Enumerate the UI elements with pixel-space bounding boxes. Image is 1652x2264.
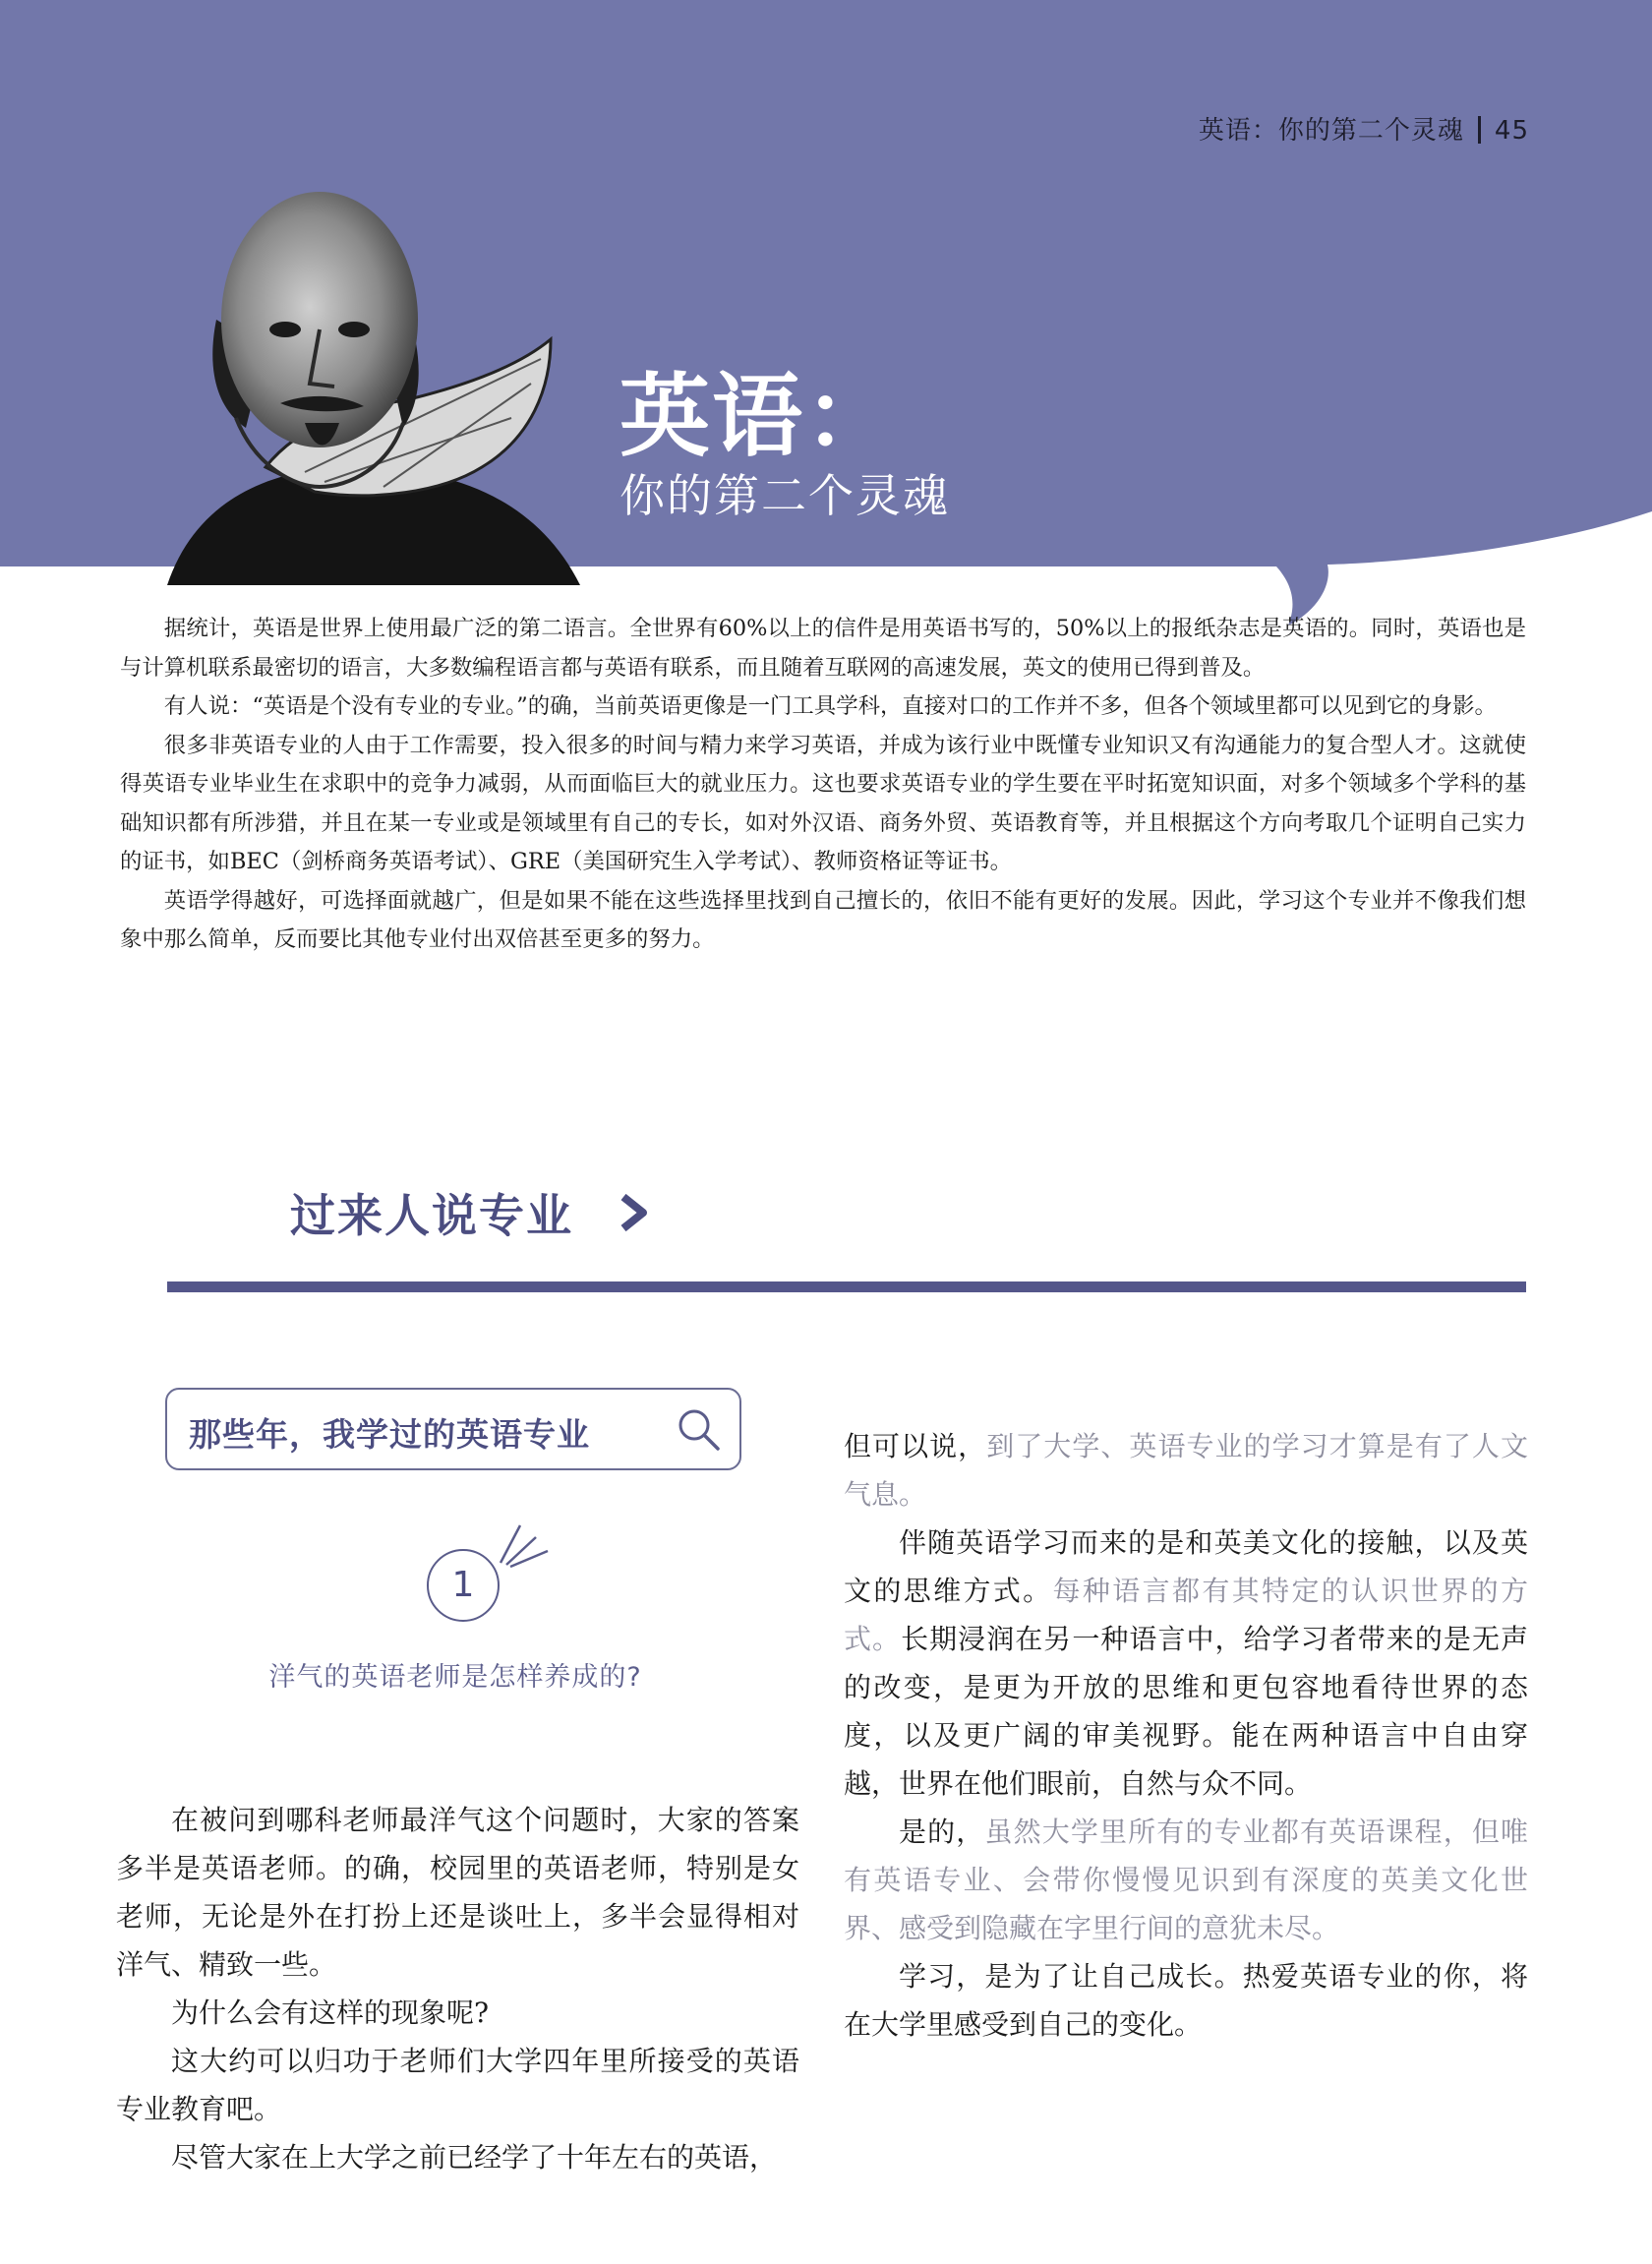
body-text: 但可以说， [844,1430,987,1462]
body-paragraph: 在被问到哪科老师最洋气这个问题时，大家的答案多半是英语老师。的确，校园里的英语老师，特别是女老师，无论是外在打扮上还是谈吐上，多半会显得相对洋气、精致一些。 [116,1804,799,1981]
body-paragraph: 学习，是为了让自己成长。热爱英语专业的你，将在大学里感受到自己的变化。 [844,1960,1528,2041]
intro-paragraph: 英语学得越好，可选择面就越广，但是如果不能在这些选择里找到自己擅长的，依旧不能有更好的发展。因此，学习这个专业并不像我们想象中那么简单，反而要比其他专业付出双倍甚至更多的努力。 [120,887,1526,952]
intro-paragraph: 据统计，英语是世界上使用最广泛的第二语言。全世界有60%以上的信件是用英语书写的，50%以上的报纸杂志是英语的。同时，英语也是与计算机联系最密切的语言，大多数编程语言都与英语有联系，而且随着互联网的高速发展，英文的使用已得到普及。 [120,616,1526,681]
body-paragraph: 尽管大家在上大学之前已经学了十年左右的英语， [171,2141,778,2174]
search-box-text: 那些年，我学过的英语专业 [189,1415,590,1454]
body-paragraph: 这大约可以归功于老师们大学四年里所接受的英语专业教育吧。 [116,2045,799,2125]
body-text-faded: 每种语言都有其特定的认识世界的方式。 [844,1575,1528,1655]
left-column [116,1796,799,2181]
section-heading: 过来人说专业 [290,1189,573,1242]
search-icon [675,1405,722,1453]
item-question: 洋气的英语老师是怎样养成的? [268,1662,642,1693]
running-head [1199,110,1529,147]
right-column [844,1422,1528,2049]
body-paragraph [844,1422,1528,1519]
intro-paragraph: 很多非英语专业的人由于工作需要，投入很多的时间与精力来学习英语，并成为该行业中既懂专业知识又有沟通能力的复合型人才。这就使得英语专业毕业生在求职中的竞争力减弱，从而面临巨大的就业压力。这也要求英语专业的学生要在平时拓宽知识面，对多个领域多个学科的基础知识都有所涉猎，并且在某一专业或是领域里有自己的专长，如对外汉语、商务外贸、英语教育等，并且根据这个方向考取几个证明自己实力的证书，如BEC（剑桥商务英语考试）、GRE（美国研究生入学考试）、教师资格证等证书。 [120,732,1526,874]
body-text: 是的， [899,1816,985,1848]
body-text-faded: 到了大学、英语专业的学习才算是有了人文气息。 [844,1430,1528,1511]
page-number: 45 [1494,116,1529,146]
intro-paragraph: 有人说：“英语是个没有专业的专业。”的确，当前英语更像是一门工具学科，直接对口的工作并不多，但各个领域里都可以见到它的身影。 [163,693,1497,719]
chevron-right-icon [618,1193,651,1232]
running-head-title: 英语：你的第二个灵魂 [1198,116,1464,146]
chapter-title: 英语： [620,364,898,469]
chapter-subtitle: 你的第二个灵魂 [620,469,950,522]
body-paragraph: 为什么会有这样的现象呢? [171,1996,490,2029]
shakespeare-portrait [157,172,600,585]
body-text: 长期浸润在另一种语言中，给学习者带来的是无声的改变，是更为开放的思维和更包容地看待世界的态度，以及更广阔的审美视野。能在两种语言中自由穿越，世界在他们眼前，自然与众不同。 [844,1623,1528,1800]
intro-text [120,610,1526,960]
body-paragraph [844,1808,1528,1952]
search-box [165,1388,741,1470]
section-divider [167,1281,1526,1292]
sparkle-icon [497,1519,556,1569]
running-head-separator [1478,116,1481,144]
body-paragraph [844,1519,1528,1808]
body-text-faded: 虽然大学里所有的专业都有英语课程，但唯有英语专业、会带你慢慢见识到有深度的英美文化世界、感受到隐藏在字里行间的意犹未尽。 [844,1816,1528,1944]
body-text: 伴随英语学习而来的是和英美文化的接触，以及英文的思维方式。 [844,1526,1528,1607]
item-number-badge: 1 [427,1549,500,1622]
